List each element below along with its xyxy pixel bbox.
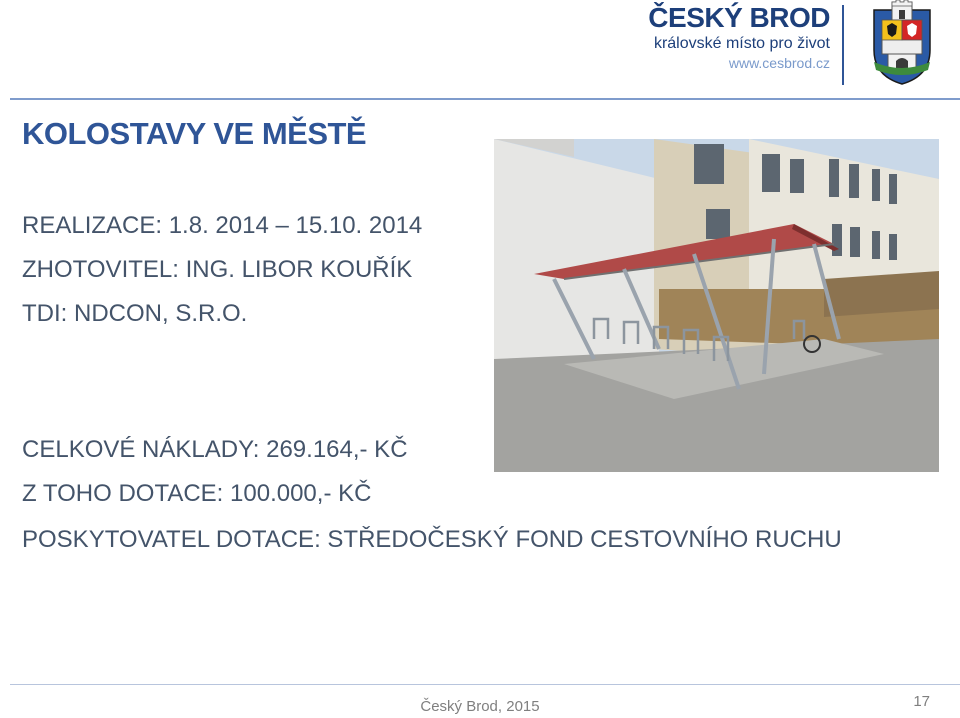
page-number: 17 <box>913 693 930 710</box>
subsidy-line: Z TOHO DOTACE: 100.000,- KČ <box>22 480 372 507</box>
supervisor-line: TDI: NDCON, S.R.O. <box>22 300 248 327</box>
brand-url[interactable]: www.cesbrod.cz <box>728 55 830 71</box>
header-divider <box>10 98 960 100</box>
bike-shelter-photo <box>494 139 939 472</box>
realization-line: REALIZACE: 1.8. 2014 – 15.10. 2014 <box>22 212 423 239</box>
subsidy-provider-line: POSKYTOVATEL DOTACE: STŘEDOČESKÝ FOND CESTOVNÍHO RUCHU <box>22 526 842 553</box>
total-cost-line: CELKOVÉ NÁKLADY: 269.164,- KČ <box>22 436 408 463</box>
city-coat-of-arms-icon <box>868 0 936 86</box>
brand-tagline: královské místo pro život <box>653 35 830 52</box>
contractor-line: ZHOTOVITEL: ING. LIBOR KOUŘÍK <box>22 256 413 283</box>
footer-text: Český Brod, 2015 <box>420 698 540 715</box>
footer-divider <box>10 684 960 685</box>
brand-divider <box>842 5 844 85</box>
brand-block <box>648 2 830 72</box>
slide-title: KOLOSTAVY VE MĚSTĚ <box>22 116 367 151</box>
brand-name: ČESKÝ BROD <box>648 2 830 33</box>
